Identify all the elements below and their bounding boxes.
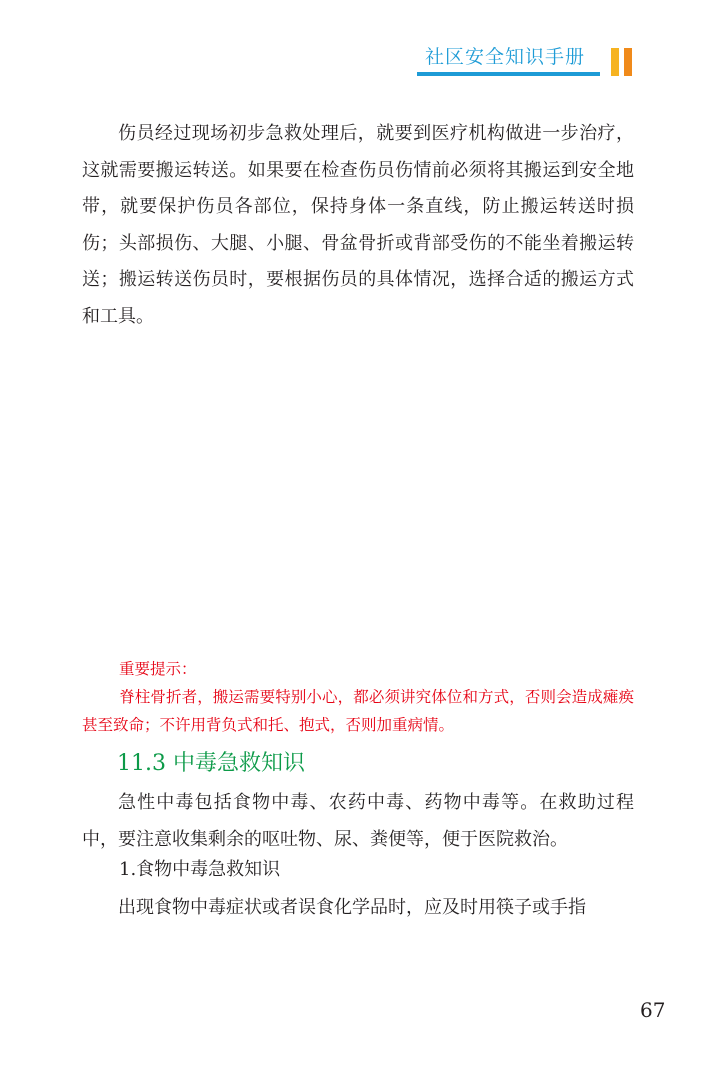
header-title: 社区安全知识手册	[425, 46, 586, 68]
page-number: 67	[640, 998, 666, 1022]
header-underline	[417, 72, 600, 76]
body-paragraph-food-poisoning: 出现食物中毒症状或者误食化学品时，应及时用筷子或手指	[118, 897, 586, 918]
section-heading: 11.3 中毒急救知识	[117, 751, 305, 776]
tip-body: 脊柱骨折者，搬运需要特别小心，都必须讲究体位和方式，否则会造成瘫痪甚至致命；不许用背负式和托、抱式，否则加重病情。	[82, 688, 634, 734]
body-paragraph-transport: 伤员经过现场初步急救处理后，就要到医疗机构做进一步治疗，这就需要搬运转送。如果要在检查伤员伤情前必须将其搬运到安全地带，就要保护伤员各部位，保持身体一条直线，防止搬运转送时损伤；头部损伤、大腿、小腿、骨盆骨折或背部受伤的不能坐着搬运转送；搬运转送伤员时，要根据伤员的具体情况，选择合适的搬运方式和工具。	[82, 123, 634, 327]
tip-title: 重要提示：	[119, 660, 197, 678]
subheading-food-poisoning: 1.食物中毒急救知识	[119, 859, 281, 880]
header-accent-bar-orange	[624, 48, 632, 76]
header-accent-bar-yellow	[611, 48, 619, 76]
body-paragraph-poisoning: 急性中毒包括食物中毒、农药中毒、药物中毒等。在救助过程中，要注意收集剩余的呕吐物、尿、粪便等，便于医院救治。	[82, 792, 634, 850]
